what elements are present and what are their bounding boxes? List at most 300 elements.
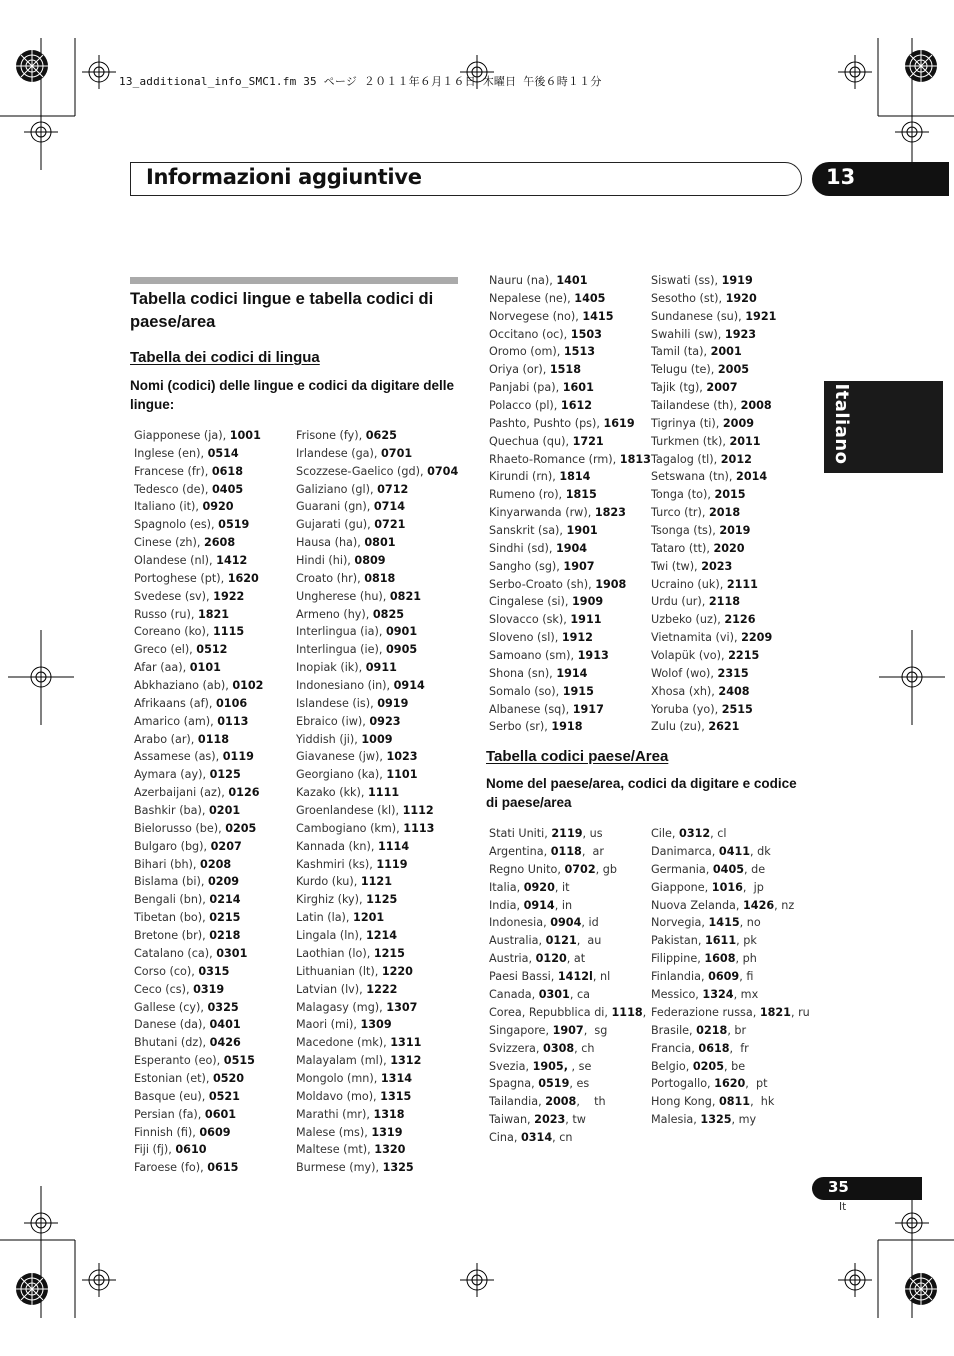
entry-code: 0325 <box>207 1000 239 1014</box>
entry-code: 2005 <box>717 363 750 377</box>
entry-code: 0312 <box>679 827 711 840</box>
code-list-item <box>296 731 458 749</box>
code-list-item <box>134 570 263 588</box>
code-list-item <box>296 552 458 570</box>
entry-code: 0721 <box>374 518 406 532</box>
entry-name: Norvegia, <box>651 916 709 930</box>
entry-name: Tajik (tg), <box>651 381 707 395</box>
entry-name: Finlandia, <box>651 970 709 984</box>
entry-name: Oriya (or), <box>489 363 550 377</box>
entry-name: Fiji (fj), <box>134 1143 176 1157</box>
entry-name: Inglese (en), <box>134 446 208 460</box>
code-list-item <box>651 451 776 469</box>
entry-code: 0609 <box>708 970 740 984</box>
entry-code: 0319 <box>193 982 225 996</box>
entry-name: Nuova Zelanda, <box>651 898 744 912</box>
entry-code: 0821 <box>389 589 422 603</box>
entry-code: 0923 <box>369 714 401 728</box>
code-list-item <box>651 593 776 611</box>
code-list-item <box>651 397 776 415</box>
entry-name: Regno Unito, <box>489 862 565 876</box>
entry-code: 0106 <box>216 696 248 710</box>
entry-name: Giapponese (ja), <box>134 429 230 442</box>
entry-code: 0610 <box>175 1143 207 1157</box>
entry-name: Sanskrit (sa), <box>489 524 567 538</box>
entry-code: 0704 <box>427 464 459 478</box>
entry-code: 1911 <box>570 613 602 627</box>
code-list-item <box>651 611 776 629</box>
entry-code: 0519 <box>538 1077 570 1091</box>
code-list-item <box>651 290 776 308</box>
entry-name: Siswati (ss), <box>651 274 722 287</box>
code-list-item <box>134 463 263 481</box>
entry-name: Bashkir (ba), <box>134 804 209 818</box>
entry-name: Tamil (ta), <box>651 345 711 359</box>
code-list-item <box>296 623 458 641</box>
code-list-item <box>489 379 651 397</box>
entry-code: 1909 <box>572 595 604 609</box>
code-list-item <box>489 290 651 308</box>
entry-name: Ungherese (hu), <box>296 589 390 603</box>
entry-code: 1918 <box>551 720 583 734</box>
entry-code: 2315 <box>717 666 749 680</box>
code-list-item <box>134 445 263 463</box>
entry-name: Tailandese (th), <box>651 399 741 413</box>
entry-name: Bielorusso (be), <box>134 821 226 835</box>
entry-code: 0201 <box>209 804 241 818</box>
entry-name: Slovacco (sk), <box>489 613 571 627</box>
entry-code: 0314 <box>520 1131 553 1145</box>
code-list-item <box>651 576 776 594</box>
entry-code: 0119 <box>222 750 254 764</box>
entry-code: 1214 <box>365 929 398 943</box>
entry-name: Kirghiz (ky), <box>296 893 367 907</box>
entry-code: 1319 <box>371 1125 403 1139</box>
entry-suffix: , cn <box>552 1131 573 1145</box>
entry-code: 0712 <box>377 482 409 496</box>
entry-code: 1919 <box>721 274 753 287</box>
entry-code: 1503 <box>570 327 602 341</box>
entry-name: Danese (da), <box>134 1018 210 1032</box>
entry-code: 0919 <box>377 696 409 710</box>
code-list-item <box>134 641 263 659</box>
entry-code: 1922 <box>213 589 245 603</box>
code-list-item <box>134 623 263 641</box>
language-list-col-1 <box>134 427 263 1177</box>
code-list-item <box>651 415 776 433</box>
entry-name: Zulu (zu), <box>651 720 709 734</box>
entry-name: Paesi Bassi, <box>489 970 558 984</box>
code-list-item <box>489 433 651 451</box>
entry-name: Rhaeto-Romance (rm), <box>489 452 620 466</box>
entry-suffix: , it <box>554 880 570 894</box>
entry-name: Somalo (so), <box>489 684 563 698</box>
entry-name: Tonga (to), <box>651 488 715 502</box>
code-list-item <box>296 588 458 606</box>
code-list-item <box>651 629 776 647</box>
entry-name: Danimarca, <box>651 844 719 858</box>
entry-code: 2001 <box>710 345 742 359</box>
entry-name: Kashmiri (ks), <box>296 857 377 871</box>
entry-name: Bihari (bh), <box>134 857 201 871</box>
entry-code: 1009 <box>361 732 393 746</box>
entry-suffix: , gb <box>595 862 617 876</box>
entry-name: Cina, <box>489 1131 521 1145</box>
code-list-item <box>651 1040 810 1058</box>
language-table-heading: Tabella dei codici di lingua <box>130 349 320 366</box>
entry-name: Hong Kong, <box>651 1095 719 1109</box>
entry-code: 0618 <box>698 1041 730 1055</box>
entry-code: 1405 <box>574 291 606 305</box>
entry-code: 1608 <box>704 952 736 966</box>
code-list-item <box>651 932 810 950</box>
code-list-item <box>489 415 651 433</box>
entry-name: Svezia, <box>489 1059 533 1073</box>
entry-code: 0126 <box>228 786 260 800</box>
code-list-item <box>296 766 458 784</box>
code-list-item <box>651 986 810 1004</box>
entry-code: 2012 <box>720 452 752 466</box>
entry-name: Macedone (mk), <box>296 1036 391 1050</box>
entry-code: 0218 <box>209 929 241 943</box>
entry-code: 0920 <box>202 500 234 514</box>
entry-code: 2018 <box>708 506 741 520</box>
code-list-item <box>651 1022 810 1040</box>
code-list-item <box>651 968 810 986</box>
entry-code: 1115 <box>213 625 245 639</box>
entry-code: 1111 <box>368 786 400 800</box>
entry-name: Interlingua (ia), <box>296 625 386 639</box>
code-list-item <box>651 379 776 397</box>
entry-code: 1324 <box>702 988 734 1002</box>
entry-name: Twi (tw), <box>651 559 702 573</box>
entry-code: 0905 <box>386 643 418 657</box>
entry-code: 1601 <box>562 381 594 395</box>
code-list-item <box>651 950 810 968</box>
entry-code: 0209 <box>207 875 240 889</box>
code-list-item <box>489 1058 646 1076</box>
entry-suffix: , nz <box>774 898 795 912</box>
code-list-item <box>296 999 458 1017</box>
entry-name: Georgiano (ka), <box>296 768 387 782</box>
entry-name: Kazako (kk), <box>296 786 369 800</box>
entry-name: Cambogiano (km), <box>296 821 404 835</box>
code-list-item <box>134 927 263 945</box>
code-list-item <box>489 879 646 897</box>
entry-code: 0214 <box>209 893 241 907</box>
entry-name: Xhosa (xh), <box>651 684 719 698</box>
entry-code: 0825 <box>372 607 405 621</box>
country-list-col-2 <box>651 825 810 1129</box>
code-list-item <box>651 468 776 486</box>
entry-name: Setswana (tn), <box>651 470 737 484</box>
entry-code: 2515 <box>721 702 753 716</box>
code-list-item <box>134 838 263 856</box>
entry-name: Greco (el), <box>134 643 197 657</box>
entry-code: 1118 <box>611 1005 643 1019</box>
entry-suffix: , sg <box>583 1023 608 1037</box>
entry-code: 2408 <box>718 684 750 698</box>
entry-suffix: , cl <box>710 827 727 840</box>
entry-name: Estonian (et), <box>134 1071 213 1085</box>
entry-name: Interlingua (ie), <box>296 643 387 657</box>
entry-suffix: , jp <box>742 880 764 894</box>
entry-code: 0102 <box>232 679 264 693</box>
entry-name: Lithuanian (lt), <box>296 964 382 978</box>
code-list-item <box>296 1016 458 1034</box>
code-list-item <box>296 963 458 981</box>
code-list-item <box>134 427 263 445</box>
entry-suffix: , es <box>569 1077 590 1091</box>
entry-name: Nauru (na), <box>489 274 557 287</box>
entry-code: 1320 <box>374 1143 406 1157</box>
country-list-col-1 <box>489 825 646 1147</box>
code-list-item <box>134 516 263 534</box>
entry-name: Portogallo, <box>651 1077 715 1091</box>
code-list-item <box>134 1070 263 1088</box>
code-list-item <box>489 718 651 736</box>
entry-name: Sesotho (st), <box>651 291 726 305</box>
code-list-item <box>651 504 776 522</box>
code-list-item <box>651 540 776 558</box>
entry-suffix: , at <box>566 952 586 966</box>
entry-name: Italia, <box>489 880 524 894</box>
entry-name: Gallese (cy), <box>134 1000 208 1014</box>
entry-name: Svizzera, <box>489 1041 544 1055</box>
entry-code: 2008 <box>545 1095 577 1109</box>
entry-suffix: , tw <box>565 1113 586 1127</box>
entry-code: 1401 <box>556 274 588 287</box>
entry-code: 1315 <box>380 1089 412 1103</box>
entry-name: Pakistan, <box>651 934 705 948</box>
code-list-item <box>134 748 263 766</box>
entry-code: 0520 <box>212 1071 245 1085</box>
entry-code: 1920 <box>725 291 757 305</box>
entry-code: 0205 <box>692 1059 724 1073</box>
entry-name: Indonesiano (in), <box>296 679 394 693</box>
entry-suffix: , nl <box>592 970 611 984</box>
code-list-item <box>651 914 810 932</box>
entry-code: 1119 <box>376 857 408 871</box>
entry-name: Francese (fr), <box>134 464 212 478</box>
code-list-item <box>489 665 651 683</box>
code-list-item <box>134 820 263 838</box>
entry-name: Filippine, <box>651 952 705 966</box>
code-list-item <box>489 843 646 861</box>
entry-code: 1125 <box>366 893 398 907</box>
entry-name: Albanese (sq), <box>489 702 573 716</box>
entry-code: 1904 <box>555 541 588 555</box>
entry-code: 0405 <box>712 862 745 876</box>
code-list-item <box>651 343 776 361</box>
entry-suffix: , be <box>723 1059 746 1073</box>
entry-name: Shona (sn), <box>489 666 557 680</box>
entry-code: 2608 <box>203 536 236 550</box>
code-list-item <box>489 361 651 379</box>
entry-code: 1907 <box>552 1023 584 1037</box>
entry-name: Belgio, <box>651 1059 693 1073</box>
entry-code: 1612 <box>560 399 593 413</box>
entry-code: 1314 <box>380 1071 413 1085</box>
entry-name: Corea, Repubblica di, <box>489 1005 612 1019</box>
entry-code: 0601 <box>204 1107 237 1121</box>
entry-code: 0218 <box>696 1023 728 1037</box>
code-list-item <box>134 677 263 695</box>
code-list-item <box>134 1034 263 1052</box>
entry-name: Frisone (fy), <box>296 429 366 442</box>
entry-name: Sindhi (sd), <box>489 541 556 555</box>
entry-code: 0811 <box>718 1095 751 1109</box>
code-list-item <box>134 498 263 516</box>
code-list-item <box>489 558 651 576</box>
entry-code: 1923 <box>724 327 757 341</box>
entry-code: 1112 <box>402 804 434 818</box>
code-list-item <box>489 1111 646 1129</box>
entry-name: Groenlandese (kl), <box>296 804 403 818</box>
code-list-item <box>134 784 263 802</box>
entry-code: 0901 <box>385 625 418 639</box>
entry-name: Francia, <box>651 1041 699 1055</box>
code-list-item <box>489 1075 646 1093</box>
code-list-item <box>489 914 646 932</box>
entry-name: Polacco (pl), <box>489 399 561 413</box>
entry-code: 1721 <box>572 434 604 448</box>
entry-suffix: , fr <box>729 1041 749 1055</box>
code-list-item <box>296 856 458 874</box>
entry-name: Arabo (ar), <box>134 732 198 746</box>
entry-code: 1813 <box>619 452 651 466</box>
entry-code: 1907 <box>563 559 595 573</box>
code-list-item <box>296 445 458 463</box>
entry-name: Bulgaro (bg), <box>134 839 211 853</box>
code-list-item <box>134 1088 263 1106</box>
page-language: It <box>839 1201 847 1213</box>
entry-code: 2209 <box>741 631 773 645</box>
entry-name: Irlandese (ga), <box>296 446 382 460</box>
entry-code: 1307 <box>386 1000 418 1014</box>
entry-suffix: , <box>642 1005 647 1019</box>
entry-name: Nepalese (ne), <box>489 291 575 305</box>
code-list-item <box>296 1159 458 1177</box>
entry-name: Stati Uniti, <box>489 827 552 840</box>
entry-name: Kannada (kn), <box>296 839 378 853</box>
code-list-item <box>296 802 458 820</box>
code-list-item <box>296 641 458 659</box>
entry-code: 1325 <box>700 1113 732 1127</box>
entry-code: 1220 <box>381 964 413 978</box>
entry-suffix: , ph <box>735 952 757 966</box>
entry-suffix: , br <box>727 1023 747 1037</box>
entry-name: Corso (co), <box>134 964 199 978</box>
entry-name: Coreano (ko), <box>134 625 214 639</box>
entry-code: 1823 <box>594 506 626 520</box>
entry-name: Tedesco (de), <box>134 482 213 496</box>
entry-name: Malese (ms), <box>296 1125 372 1139</box>
entry-name: Tigrinya (ti), <box>651 416 723 430</box>
entry-code: 1620 <box>227 571 259 585</box>
code-list-item <box>489 1022 646 1040</box>
code-list-item <box>489 1093 646 1111</box>
code-list-item <box>134 713 263 731</box>
section-title: Tabella codici lingue e tabella codici di paese/area <box>130 290 434 331</box>
entry-name: Giappone, <box>651 880 712 894</box>
entry-name: Bretone (br), <box>134 929 210 943</box>
entry-code: 2119 <box>551 827 583 840</box>
code-list-item <box>651 647 776 665</box>
code-list-item <box>489 397 651 415</box>
entry-code: 0519 <box>218 518 250 532</box>
entry-code: 0920 <box>523 880 555 894</box>
entry-code: 0818 <box>364 571 396 585</box>
entry-code: 1901 <box>566 524 598 538</box>
entry-suffix: , pk <box>736 934 757 948</box>
entry-name: Argentina, <box>489 844 551 858</box>
code-list-item <box>489 451 651 469</box>
code-list-item <box>296 695 458 713</box>
entry-name: Amarico (am), <box>134 714 218 728</box>
entry-code: 0301 <box>216 946 248 960</box>
entry-name: Norvegese (no), <box>489 309 583 323</box>
code-list-item <box>651 1075 810 1093</box>
code-list-item <box>296 891 458 909</box>
entry-code: 1513 <box>563 345 596 359</box>
code-list-item <box>489 932 646 950</box>
entry-code: 2007 <box>706 381 738 395</box>
code-list-item <box>134 999 263 1017</box>
entry-code: 1114 <box>377 839 410 853</box>
entry-code: 1412 <box>216 554 248 568</box>
code-list-item <box>296 820 458 838</box>
code-list-item <box>651 1111 810 1129</box>
entry-suffix: , se <box>567 1059 592 1073</box>
code-list-item <box>489 683 651 701</box>
entry-name: Australia, <box>489 934 546 948</box>
entry-name: Esperanto (eo), <box>134 1054 224 1068</box>
entry-name: Scozzese-Gaelico (gd), <box>296 464 428 478</box>
entry-name: Austria, <box>489 952 536 966</box>
entry-name: Vietnamita (vi), <box>651 631 742 645</box>
entry-name: Occitano (oc), <box>489 327 571 341</box>
section-rule <box>130 277 458 284</box>
code-list-item <box>134 873 263 891</box>
code-list-item <box>489 629 651 647</box>
entry-name: Galiziano (gl), <box>296 482 378 496</box>
entry-name: Lingala (ln), <box>296 929 366 943</box>
entry-code: 2118 <box>708 595 741 609</box>
entry-code: 2019 <box>719 524 751 538</box>
entry-suffix: , mx <box>733 988 759 1002</box>
code-list-item <box>134 963 263 981</box>
country-table-description: Nome del paese/area, codici da digitare e codice di paese/area <box>486 776 797 810</box>
code-list-item <box>489 897 646 915</box>
entry-code: 0701 <box>381 446 413 460</box>
code-list-item <box>489 504 651 522</box>
entry-name: Faroese (fo), <box>134 1161 208 1175</box>
entry-code: 0618 <box>211 464 243 478</box>
entry-name: Portoghese (pt), <box>134 571 228 585</box>
entry-name: Croato (hr), <box>296 571 365 585</box>
code-list-item <box>651 701 776 719</box>
entry-name: Finnish (fi), <box>134 1125 200 1139</box>
entry-name: Rumeno (ro), <box>489 488 566 502</box>
entry-name: Indonesia, <box>489 916 551 930</box>
code-list-item <box>134 981 263 999</box>
entry-name: Ebraico (iw), <box>296 714 370 728</box>
code-list-item <box>296 677 458 695</box>
entry-code: 0118 <box>550 844 582 858</box>
entry-name: Bengali (bn), <box>134 893 210 907</box>
entry-code: 2023 <box>701 559 733 573</box>
